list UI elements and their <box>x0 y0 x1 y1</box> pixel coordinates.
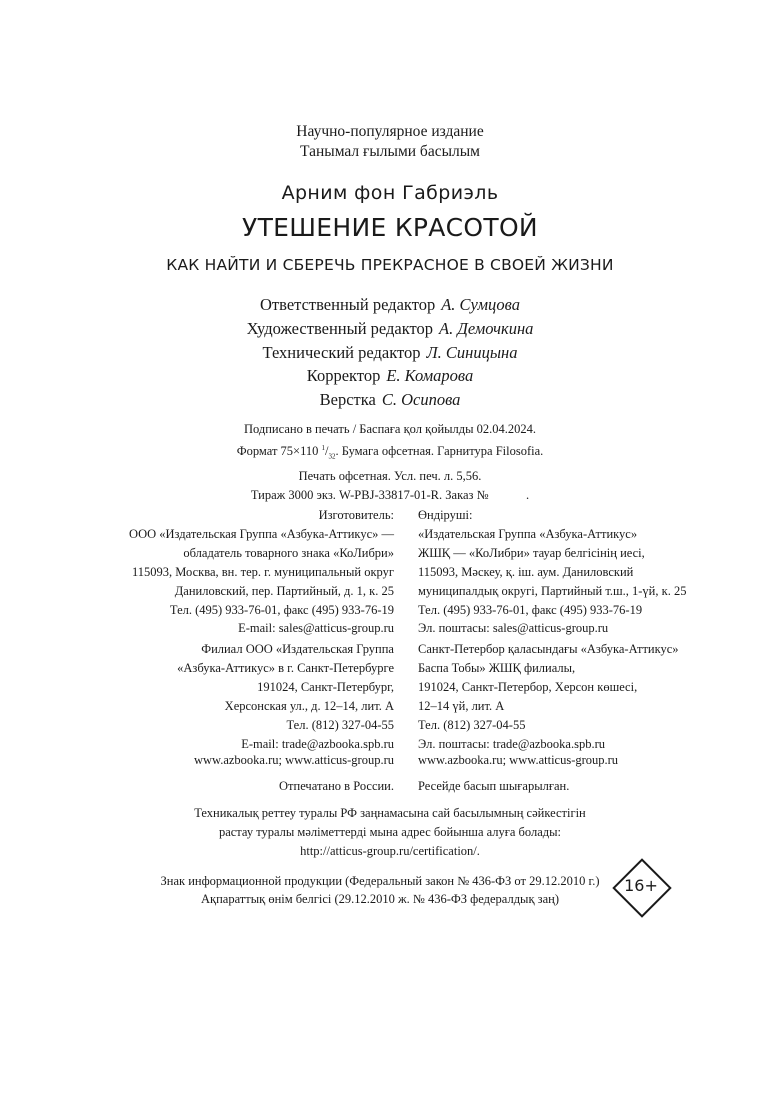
format-suffix: . Бумага офсетная. Гарнитура Filosofia. <box>335 444 544 459</box>
credit-name: С. Осипова <box>381 390 461 410</box>
tech-regulation-line: Техникалық реттеу туралы РФ заңнамасына сай басылымның сәйкестігін <box>194 806 586 820</box>
credit-line <box>0 388 780 412</box>
branch-line: Херсонская ул., д. 12–14, лит. А <box>224 698 394 713</box>
manufacturer-line: Даниловский, пер. Партийный, д. 1, к. 25 <box>174 583 394 598</box>
credit-name: Е. Комарова <box>386 366 474 386</box>
certification-url: http://atticus-group.ru/certification/. <box>300 844 480 858</box>
format-numerator: 1 <box>321 444 325 452</box>
info-sign-ru: Знак информационной продукции (Федеральный закон № 436-ФЗ от 29.12.2010 г.) <box>160 874 600 888</box>
manufacturer-line: Тел. (495) 933-76-01, факс (495) 933-76-19 <box>169 602 394 617</box>
branch-line: 191024, Санкт-Петербор, Херсон көшесі, <box>418 679 638 694</box>
credit-role: Корректор <box>306 366 381 386</box>
author-name: Арним фон Габриэль <box>281 182 499 204</box>
websites-ru: www.azbooka.ru; www.atticus-group.ru <box>193 753 394 767</box>
manufacturer-line: обладатель товарного знака «КоЛибри» <box>183 545 394 560</box>
print-info <box>0 420 780 505</box>
edition-type <box>0 122 780 162</box>
branch-line: Санкт-Петербор қаласындағы «Азбука-Аттикус» <box>418 642 679 656</box>
credit-line <box>0 341 780 365</box>
branch-column-kz <box>418 640 778 753</box>
branch-email: E-mail: trade@azbooka.spb.ru <box>241 736 394 751</box>
credit-name: Л. Синицына <box>426 342 518 362</box>
branch-email: Эл. поштасы: trade@azbooka.spb.ru <box>418 736 606 751</box>
printed-in-kz: Ресейде басып шығарылған. <box>418 779 570 793</box>
print-method: Печать офсетная. Усл. печ. л. 5,56. <box>298 468 482 483</box>
edition-type-kz: Танымал ғылыми басылым <box>300 143 480 160</box>
format-prefix: Формат 75×110 <box>236 444 322 459</box>
info-sign-kz: Ақпараттық өнім белгісі (29.12.2010 ж. № 436-ФЗ федералдық заң) <box>201 892 559 906</box>
manufacturer-line: «Издательская Группа «Азбука-Аттикус» <box>418 526 638 541</box>
credits-list <box>0 293 780 412</box>
credit-role: Художественный редактор <box>246 318 434 338</box>
format-denominator: 32 <box>328 452 336 461</box>
format-line: Формат 75×110 $^1/_{32}$. Бумага офсетная. Гарнитура Filosofia. <box>236 444 544 461</box>
publisher-column-kz <box>418 506 778 638</box>
branch-line: Баспа Тобы» ЖШҚ филиалы, <box>418 660 576 675</box>
manufacturer-label: Изготовитель: <box>318 508 394 522</box>
tech-regulation-line: растау туралы мәліметтерді мына адрес бойынша алуға болады: <box>218 825 562 839</box>
credit-role: Технический редактор <box>262 342 421 362</box>
manufacturer-line: ООО «Издательская Группа «Азбука-Аттикус» — <box>129 526 394 541</box>
manufacturer-email: Эл. поштасы: sales@atticus-group.ru <box>418 621 609 636</box>
branch-line: «Азбука-Аттикус» в г. Санкт-Петербурге <box>177 660 394 675</box>
manufacturer-line: муниципалдық округі, Партийный т.ш., 1-үй, к. 25 <box>418 583 687 598</box>
credit-line <box>0 293 780 317</box>
manufacturer-email: E-mail: sales@atticus-group.ru <box>238 621 394 636</box>
branch-line: 191024, Санкт-Петербург, <box>257 679 394 694</box>
book-title: УТЕШЕНИЕ КРАСОТОЙ <box>242 213 538 242</box>
book-subtitle: КАК НАЙТИ И СБЕРЕЧЬ ПРЕКРАСНОЕ В СВОЕЙ ЖИЗНИ <box>166 256 614 274</box>
manufacturer-label: Өндіруші: <box>418 508 473 522</box>
manufacturer-line: ЖШҚ — «КоЛибри» тауар белгісінің иесі, <box>418 545 645 560</box>
branch-line: Тел. (812) 327-04-55 <box>286 717 394 732</box>
credit-line <box>0 364 780 388</box>
credit-name: А. Демочкина <box>439 318 534 338</box>
age-rating-text: 16+ <box>624 876 658 895</box>
credit-role: Верстка <box>319 390 376 410</box>
credit-line <box>0 317 780 341</box>
tech-regulation-note <box>0 804 780 861</box>
branch-line: Тел. (812) 327-04-55 <box>418 717 526 732</box>
branch-line: 12–14 үй, лит. А <box>418 698 505 713</box>
print-run: Тираж 3000 экз. W-PBJ-33817-01-R. Заказ № . <box>250 487 530 502</box>
manufacturer-line: 115093, Мәскеу, қ. іш. аум. Даниловский <box>418 564 634 579</box>
websites-kz: www.azbooka.ru; www.atticus-group.ru <box>418 753 619 767</box>
branch-column-ru <box>0 640 394 753</box>
manufacturer-line: 115093, Москва, вн. тер. г. муниципальный округ <box>131 564 394 579</box>
edition-type-ru: Научно-популярное издание <box>296 123 484 140</box>
manufacturer-line: Тел. (495) 933-76-01, факс (495) 933-76-19 <box>418 602 643 617</box>
credit-role: Ответственный редактор <box>260 295 436 314</box>
publisher-column-ru <box>0 506 394 638</box>
credit-name: А. Сумцова <box>441 295 520 314</box>
signed-date: Подписано в печать / Баспаға қол қойылды 02.04.2024. <box>243 422 537 436</box>
printed-in-ru: Отпечатано в России. <box>279 779 394 793</box>
branch-line: Филиал ООО «Издательская Группа <box>201 642 394 656</box>
age-rating-badge <box>614 860 668 914</box>
